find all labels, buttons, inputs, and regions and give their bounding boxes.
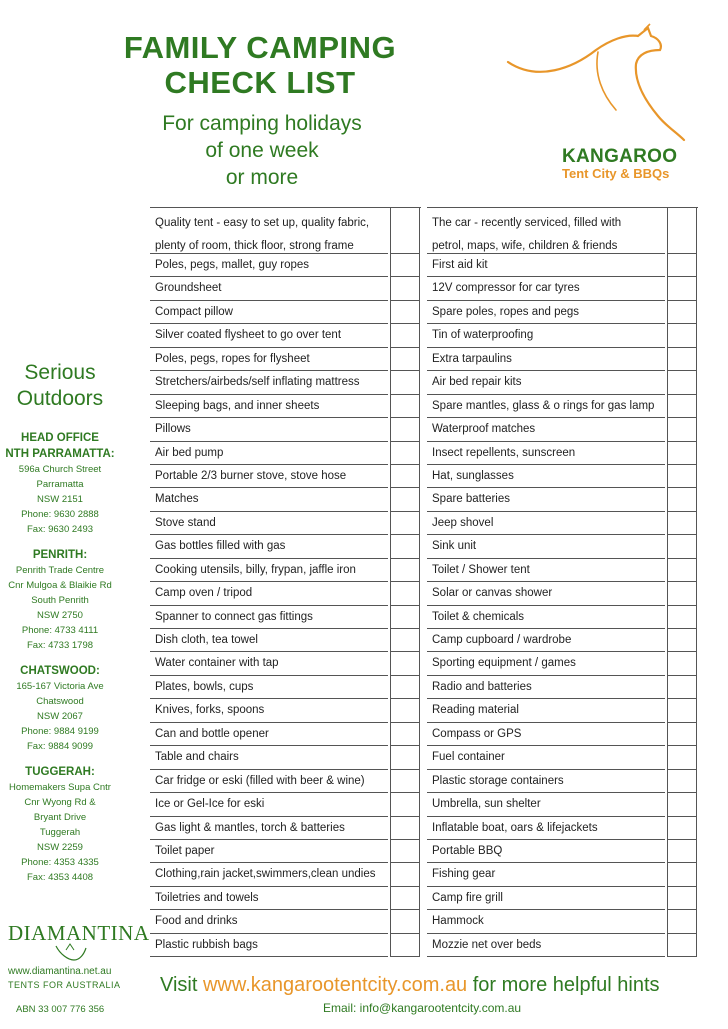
subtitle	[150, 110, 374, 191]
subtitle-line-2: of one week	[205, 139, 319, 162]
checklist-item-label: Camp fire grill	[427, 887, 665, 910]
store-address-line: Fax: 9884 9099	[26, 741, 94, 752]
checklist-item-label: Solar or canvas shower	[427, 582, 665, 605]
checklist-item-label: Table and chairs	[150, 746, 388, 769]
store-heading: NTH PARRAMATTA:	[5, 448, 115, 460]
page-title	[94, 30, 426, 100]
checklist-checkbox[interactable]	[390, 488, 420, 511]
checklist-checkbox[interactable]	[667, 535, 697, 558]
checklist-item-label: Camp cupboard / wardrobe	[427, 629, 665, 652]
subtitle-line-3: or more	[225, 166, 299, 189]
store-address-line: Parramatta	[36, 479, 84, 490]
checklist-item-label: Air bed pump	[150, 442, 388, 465]
checklist-item-label: Spare mantles, glass & o rings for gas lamp	[427, 395, 665, 418]
checklist-item-label: Clothing,rain jacket,swimmers,clean undies	[150, 863, 388, 886]
checklist-item-line: The car - recently serviced, filled with	[432, 217, 622, 229]
store-heading: HEAD OFFICE	[21, 432, 99, 444]
store-address-line: 596a Church Street	[18, 464, 102, 475]
checklist-checkbox[interactable]	[667, 301, 697, 324]
checklist-item-label: Toilet / Shower tent	[427, 559, 665, 582]
footer-hints-text: for more helpful hints	[472, 974, 660, 996]
abn-number: ABN 33 007 776 356	[16, 1004, 105, 1015]
checklist-item-label: Waterproof matches	[427, 418, 665, 441]
store-address-line: Fax: 4733 1798	[26, 640, 94, 651]
checklist-checkbox[interactable]	[667, 207, 697, 254]
checklist-checkbox[interactable]	[390, 793, 420, 816]
checklist-checkbox[interactable]	[667, 699, 697, 722]
subtitle-line-1: For camping holidays	[162, 112, 362, 135]
store-address-line: South Penrith	[31, 595, 89, 606]
checklist-checkbox[interactable]	[667, 817, 697, 840]
store-address-line: Cnr Mulgoa & Blaikie Rd	[8, 580, 112, 591]
brand-tagline: Tent City & BBQs	[562, 166, 670, 181]
checklist-checkbox[interactable]	[390, 559, 420, 582]
store-address-line: NSW 2750	[37, 610, 83, 621]
title-line-2: CHECK LIST	[164, 65, 356, 100]
checklist-item-label: Matches	[150, 488, 388, 511]
checklist-item-line: plenty of room, thick floor, strong frame	[155, 240, 354, 252]
checklist-checkbox[interactable]	[390, 324, 420, 347]
checklist-item-label: Inflatable boat, oars & lifejackets	[427, 817, 665, 840]
store-address-line: 165-167 Victoria Ave	[16, 681, 104, 692]
checklist-checkbox[interactable]	[390, 629, 420, 652]
serious-label: Serious	[24, 361, 96, 384]
checklist-item-label: Reading material	[427, 699, 665, 722]
checklist-checkbox[interactable]	[390, 207, 420, 254]
checklist-checkbox[interactable]	[667, 676, 697, 699]
checklist-item-label	[427, 207, 665, 254]
checklist-item-label: Compass or GPS	[427, 723, 665, 746]
checklist-checkbox[interactable]	[390, 418, 420, 441]
checklist-item-label: Dish cloth, tea towel	[150, 629, 388, 652]
checklist-item-label: Can and bottle opener	[150, 723, 388, 746]
diamantina-url[interactable]: www.diamantina.net.au	[8, 966, 112, 977]
checklist-item-line: Quality tent - easy to set up, quality fabric,	[155, 217, 370, 229]
checklist-item-label: Toilet & chemicals	[427, 606, 665, 629]
checklist-checkbox[interactable]	[390, 699, 420, 722]
checklist-item-label	[150, 207, 388, 254]
checklist-checkbox[interactable]	[390, 442, 420, 465]
checklist-checkbox[interactable]	[667, 606, 697, 629]
checklist-checkbox[interactable]	[667, 770, 697, 793]
checklist-checkbox[interactable]	[667, 910, 697, 933]
checklist-checkbox[interactable]	[667, 395, 697, 418]
brand-name: KANGAROO	[562, 146, 678, 167]
checklist-item-label: Jeep shovel	[427, 512, 665, 535]
checklist-item-label: Pillows	[150, 418, 388, 441]
checklist-checkbox[interactable]	[390, 676, 420, 699]
checklist-item-label: Spare batteries	[427, 488, 665, 511]
checklist-checkbox[interactable]	[667, 723, 697, 746]
checklist-checkbox[interactable]	[667, 442, 697, 465]
footer-email[interactable]: Email: info@kangarootentcity.com.au	[323, 1001, 522, 1015]
store-block	[0, 547, 120, 653]
checklist-item-label: Sleeping bags, and inner sheets	[150, 395, 388, 418]
checklist-item-label: Toiletries and towels	[150, 887, 388, 910]
checklist-checkbox[interactable]	[390, 465, 420, 488]
checklist-item-label: Silver coated flysheet to go over tent	[150, 324, 388, 347]
checklist-checkbox[interactable]	[390, 746, 420, 769]
checklist-checkbox[interactable]	[667, 254, 697, 277]
checklist-item-label: Knives, forks, spoons	[150, 699, 388, 722]
store-address-line: Tuggerah	[39, 827, 81, 838]
store-heading: PENRITH:	[32, 549, 88, 561]
footer-website-link[interactable]: www.kangarootentcity.com.au	[202, 974, 468, 996]
checklist-checkbox[interactable]	[667, 512, 697, 535]
checklist-item-label: Umbrella, sun shelter	[427, 793, 665, 816]
checklist-checkbox[interactable]	[390, 934, 420, 957]
store-heading: CHATSWOOD:	[20, 665, 100, 677]
checklist-item-label: Stretchers/airbeds/self inflating mattress	[150, 371, 388, 394]
title-line-1: FAMILY CAMPING	[123, 30, 397, 65]
checklist-checkbox[interactable]	[390, 582, 420, 605]
checklist-item-label: Car fridge or eski (filled with beer & wine)	[150, 770, 388, 793]
checklist-item-line: petrol, maps, wife, children & friends	[432, 240, 618, 252]
checklist-item-label: Portable 2/3 burner stove, stove hose	[150, 465, 388, 488]
checklist-item-label: Spanner to connect gas fittings	[150, 606, 388, 629]
checklist-checkbox[interactable]	[390, 652, 420, 675]
checklist-item-label: Food and drinks	[150, 910, 388, 933]
checklist-checkbox[interactable]	[390, 277, 420, 300]
store-address-line: NSW 2067	[37, 711, 83, 722]
checklist-item-label: Tin of waterproofing	[427, 324, 665, 347]
store-address-line: Bryant Drive	[33, 812, 87, 823]
checklist-item-label: Water container with tap	[150, 652, 388, 675]
store-block	[0, 764, 120, 885]
checklist-item-label: Gas light & mantles, torch & batteries	[150, 817, 388, 840]
checklist-checkbox[interactable]	[667, 418, 697, 441]
store-sidebar	[0, 360, 120, 885]
checklist-checkbox[interactable]	[667, 887, 697, 910]
checklist-item-label: Sporting equipment / games	[427, 652, 665, 675]
diamantina-tagline: TENTS FOR AUSTRALIA	[8, 980, 121, 990]
checklist-item-label: Groundsheet	[150, 277, 388, 300]
checklist-checkbox[interactable]	[667, 934, 697, 957]
checklist-checkbox[interactable]	[667, 488, 697, 511]
checklist-checkbox[interactable]	[667, 465, 697, 488]
store-address-line: Cnr Wyong Rd &	[24, 797, 96, 808]
checklist-checkbox[interactable]	[667, 371, 697, 394]
checklist-item-label: Camp oven / tripod	[150, 582, 388, 605]
checklist-item-label: Fishing gear	[427, 863, 665, 886]
checklist-checkbox[interactable]	[667, 629, 697, 652]
checklist-item-label: Portable BBQ	[427, 840, 665, 863]
checklist-checkbox[interactable]	[390, 840, 420, 863]
diamantina-logo-icon	[6, 910, 150, 970]
diamantina-wordmark: DIAMANTINA	[8, 921, 150, 945]
store-block	[0, 430, 120, 537]
store-address-line: Homemakers Supa Cntr	[9, 782, 111, 793]
checklist-item-label: Plastic rubbish bags	[150, 934, 388, 957]
checklist-item-label: Hat, sunglasses	[427, 465, 665, 488]
checklist-item-label: Plates, bowls, cups	[150, 676, 388, 699]
checklist-item-label: First aid kit	[427, 254, 665, 277]
checklist-checkbox[interactable]	[390, 910, 420, 933]
store-heading: TUGGERAH:	[25, 766, 95, 778]
checklist-checkbox[interactable]	[390, 723, 420, 746]
store-address-line: Fax: 9630 2493	[26, 524, 94, 535]
checklist-checkbox[interactable]	[390, 254, 420, 277]
checklist-item-label: Fuel container	[427, 746, 665, 769]
checklist-item-label: Compact pillow	[150, 301, 388, 324]
store-address-line: NSW 2259	[37, 842, 83, 853]
checklist-checkbox[interactable]	[390, 606, 420, 629]
kangaroo-logo-icon	[498, 24, 698, 154]
checklist-checkbox[interactable]	[390, 371, 420, 394]
checklist-checkbox[interactable]	[667, 863, 697, 886]
checklist-checkbox[interactable]	[390, 535, 420, 558]
checklist-checkbox[interactable]	[390, 301, 420, 324]
checklist-item-label: Spare poles, ropes and pegs	[427, 301, 665, 324]
checklist-item-label: 12V compressor for car tyres	[427, 277, 665, 300]
checklist-checkbox[interactable]	[390, 770, 420, 793]
store-address-line: Phone: 9884 9199	[21, 726, 99, 737]
store-address-line: Phone: 4733 4111	[21, 625, 99, 636]
footer-visit-word: Visit	[160, 974, 198, 996]
checklist-checkbox[interactable]	[390, 887, 420, 910]
checklist-item-label: Mozzie net over beds	[427, 934, 665, 957]
checklist-checkbox[interactable]	[667, 277, 697, 300]
store-address-line: NSW 2151	[37, 494, 83, 505]
checklist-checkbox[interactable]	[667, 348, 697, 371]
checklist-checkbox[interactable]	[667, 559, 697, 582]
store-block	[0, 663, 120, 754]
checklist-checkbox[interactable]	[390, 348, 420, 371]
checklist-item-label: Air bed repair kits	[427, 371, 665, 394]
checklist-item-label: Cooking utensils, billy, frypan, jaffle iron	[150, 559, 388, 582]
checklist-checkbox[interactable]	[667, 582, 697, 605]
store-address-line: Fax: 4353 4408	[26, 872, 94, 883]
checklist-checkbox[interactable]	[390, 817, 420, 840]
checklist-checkbox[interactable]	[667, 324, 697, 347]
checklist-item-label: Toilet paper	[150, 840, 388, 863]
footer-visit-line	[160, 974, 660, 997]
checklist-item-label: Sink unit	[427, 535, 665, 558]
checklist-item-label: Stove stand	[150, 512, 388, 535]
checklist-checkbox[interactable]	[667, 652, 697, 675]
checklist-item-label: Extra tarpaulins	[427, 348, 665, 371]
checklist-checkbox[interactable]	[390, 863, 420, 886]
checklist-item-label: Insect repellents, sunscreen	[427, 442, 665, 465]
store-address-line: Chatswood	[36, 696, 84, 707]
checklist-checkbox[interactable]	[667, 793, 697, 816]
checklist-item-label: Poles, pegs, ropes for flysheet	[150, 348, 388, 371]
checklist-item-label: Plastic storage containers	[427, 770, 665, 793]
store-address-line: Phone: 9630 2888	[21, 509, 99, 520]
checklist-checkbox[interactable]	[390, 395, 420, 418]
checklist-item-label: Ice or Gel-Ice for eski	[150, 793, 388, 816]
checklist-checkbox[interactable]	[667, 746, 697, 769]
checklist-item-label: Gas bottles filled with gas	[150, 535, 388, 558]
checklist-item-label: Poles, pegs, mallet, guy ropes	[150, 254, 388, 277]
checklist-item-label: Radio and batteries	[427, 676, 665, 699]
store-address-line: Penrith Trade Centre	[15, 565, 105, 576]
checklist-checkbox[interactable]	[390, 512, 420, 535]
checklist-item-label: Hammock	[427, 910, 665, 933]
checklist-checkbox[interactable]	[667, 840, 697, 863]
outdoors-label: Outdoors	[16, 387, 104, 410]
store-address-line: Phone: 4353 4335	[21, 857, 99, 868]
